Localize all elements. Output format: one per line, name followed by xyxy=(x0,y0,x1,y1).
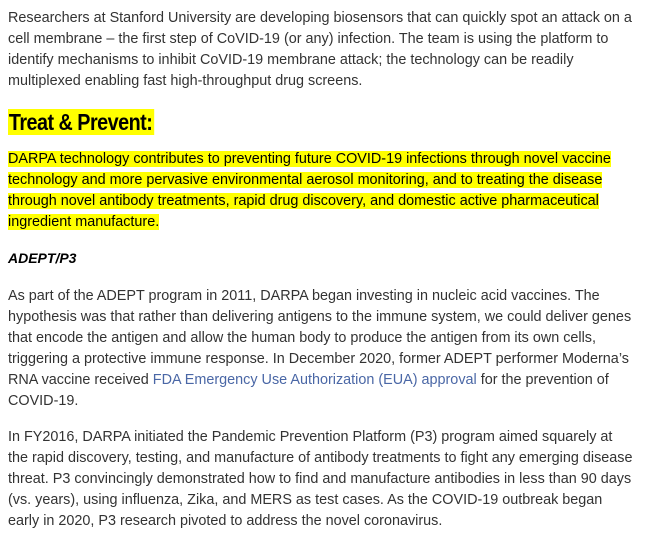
paragraph-adept xyxy=(8,286,636,412)
heading-highlight: Treat & Prevent: xyxy=(8,109,153,135)
subheading-adept-p3: ADEPT/P3 xyxy=(8,250,77,266)
paragraph-stanford-biosensors: Researchers at Stanford University are developing biosensors that can quickly spot an attack on a cell membrane – the first step of CoVID-19 (or any) infection. The team is using the platform to identify mechanisms to inhibit CoVID-19 membrane attack; the technology can be readily multiplexed enabling fast high-throughput drug screens. xyxy=(8,10,632,89)
paragraph-p3-program: In FY2016, DARPA initiated the Pandemic Prevention Platform (P3) program aimed squarely at the rapid discovery, testing, and manufacture of antibody treatments to fight any emerging disease threat. P3 convincingly demonstrated how to find and manufacture antibodies in less than 90 days (vs. years), using influenza, Zika, and MERS as test cases. As the COVID-19 outbreak began early in 2020, P3 research pivoted to address the novel coronavirus. xyxy=(8,429,633,529)
highlighted-summary-paragraph xyxy=(8,149,630,233)
adept-text-after-link: for the prevention of COVID-19. xyxy=(8,372,609,409)
adept-text-before-link: As part of the ADEPT program in 2011, DARPA began investing in nucleic acid vaccines. The hypothesis was that rather than delivering antigens to the immune system, we could deliver genes that encode the antigen and allow the human body to produce the antigen from its own cells, triggering a protective immune response. In December 2020, former ADEPT performer Moderna’s RNA vaccine received xyxy=(8,288,632,388)
highlighted-text: DARPA technology contributes to preventing future COVID-19 infections through novel vaccine technology and more pervasive environmental aerosol monitoring, and to treating the disease through novel antibody treatments, rapid drug discovery, and domestic active pharmaceutical ingredient manufacture. xyxy=(8,151,611,230)
section-heading-treat-prevent xyxy=(8,108,154,136)
fda-eua-approval-link[interactable]: FDA Emergency Use Authorization (EUA) approval xyxy=(152,372,477,388)
